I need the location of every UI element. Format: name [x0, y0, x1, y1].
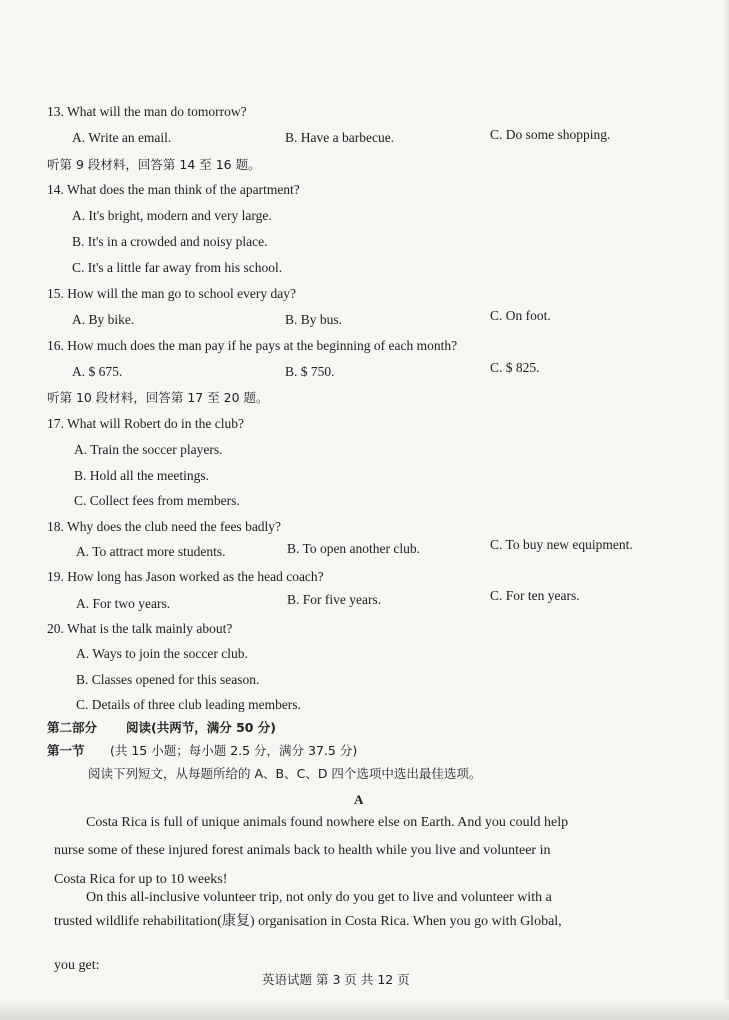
part-two-title: 阅读(共两节，满分 50 分) [126, 720, 277, 735]
question-18-stem: 18. Why does the club need the fees badly? [47, 519, 282, 534]
passage-line: Costa Rica is full of unique animals found nowhere else on Earth. And you could help [86, 815, 569, 830]
question-14-option-c: C. It's a little far away from his school. [72, 260, 283, 275]
question-15-stem: 15. How will the man go to school every day? [47, 286, 296, 301]
question-14-option-a: A. It's bright, modern and very large. [72, 208, 272, 223]
question-20-option-a: A. Ways to join the soccer club. [76, 646, 248, 661]
passage-line: Costa Rica for up to 10 weeks! [54, 872, 228, 887]
section-one-label: 第一节 [47, 743, 85, 758]
question-18-option-a: A. To attract more students. [76, 544, 226, 559]
question-16-stem: 16. How much does the man pay if he pays at the beginning of each month? [47, 338, 458, 353]
question-15-option-c: C. On foot. [490, 308, 551, 323]
question-15-option-b: B. By bus. [285, 312, 343, 327]
listening-instruction-10: 听第 10 段材料，回答第 17 至 20 题。 [47, 390, 269, 405]
question-14-option-b: B. It's in a crowded and noisy place. [72, 234, 268, 249]
question-19-option-c: C. For ten years. [490, 588, 580, 603]
passage-title: A [354, 792, 364, 807]
question-17-stem: 17. What will Robert do in the club? [47, 416, 244, 431]
question-17-option-b: B. Hold all the meetings. [74, 468, 209, 483]
passage-line: On this all-inclusive volunteer trip, not only do you get to live and volunteer with a [86, 890, 552, 905]
question-17-option-c: C. Collect fees from members. [74, 493, 240, 508]
question-19-option-a: A. For two years. [76, 596, 171, 611]
question-13-option-a: A. Write an email. [72, 130, 172, 145]
question-20-stem: 20. What is the talk mainly about? [47, 621, 233, 636]
question-18-option-b: B. To open another club. [287, 541, 421, 556]
question-13-option-c: C. Do some shopping. [490, 127, 611, 142]
question-20-option-b: B. Classes opened for this season. [76, 672, 260, 687]
question-17-option-a: A. Train the soccer players. [74, 442, 223, 457]
question-16-option-c: C. $ 825. [490, 360, 540, 375]
passage-line: trusted wildlife rehabilitation(康复) organisation in Costa Rica. When you go with Global, [54, 914, 562, 929]
question-19-option-b: B. For five years. [287, 592, 382, 607]
reading-direction: 阅读下列短文，从每题所给的 A、B、C、D 四个选项中选出最佳选项。 [88, 766, 482, 781]
question-16-option-b: B. $ 750. [285, 364, 335, 379]
question-15-option-a: A. By bike. [72, 312, 135, 327]
section-one-title: (共 15 小题；每小题 2.5 分，满分 37.5 分) [110, 743, 358, 758]
scan-edge-shadow [723, 0, 729, 1020]
passage-line: nurse some of these injured forest animals back to health while you live and volunteer in [54, 843, 551, 858]
page-footer: 英语试题 第 3 页 共 12 页 [262, 972, 410, 987]
listening-instruction-9: 听第 9 段材料，回答第 14 至 16 题。 [47, 157, 261, 172]
scan-bottom-shadow [0, 1000, 729, 1020]
part-two-label: 第二部分 [47, 720, 98, 735]
question-18-option-c: C. To buy new equipment. [490, 537, 633, 552]
question-13-option-b: B. Have a barbecue. [285, 130, 395, 145]
question-19-stem: 19. How long has Jason worked as the head coach? [47, 569, 324, 584]
question-14-stem: 14. What does the man think of the apartment? [47, 182, 300, 197]
question-13-stem: 13. What will the man do tomorrow? [47, 104, 247, 119]
question-20-option-c: C. Details of three club leading members. [76, 697, 301, 712]
passage-line: you get: [54, 958, 100, 973]
question-16-option-a: A. $ 675. [72, 364, 123, 379]
